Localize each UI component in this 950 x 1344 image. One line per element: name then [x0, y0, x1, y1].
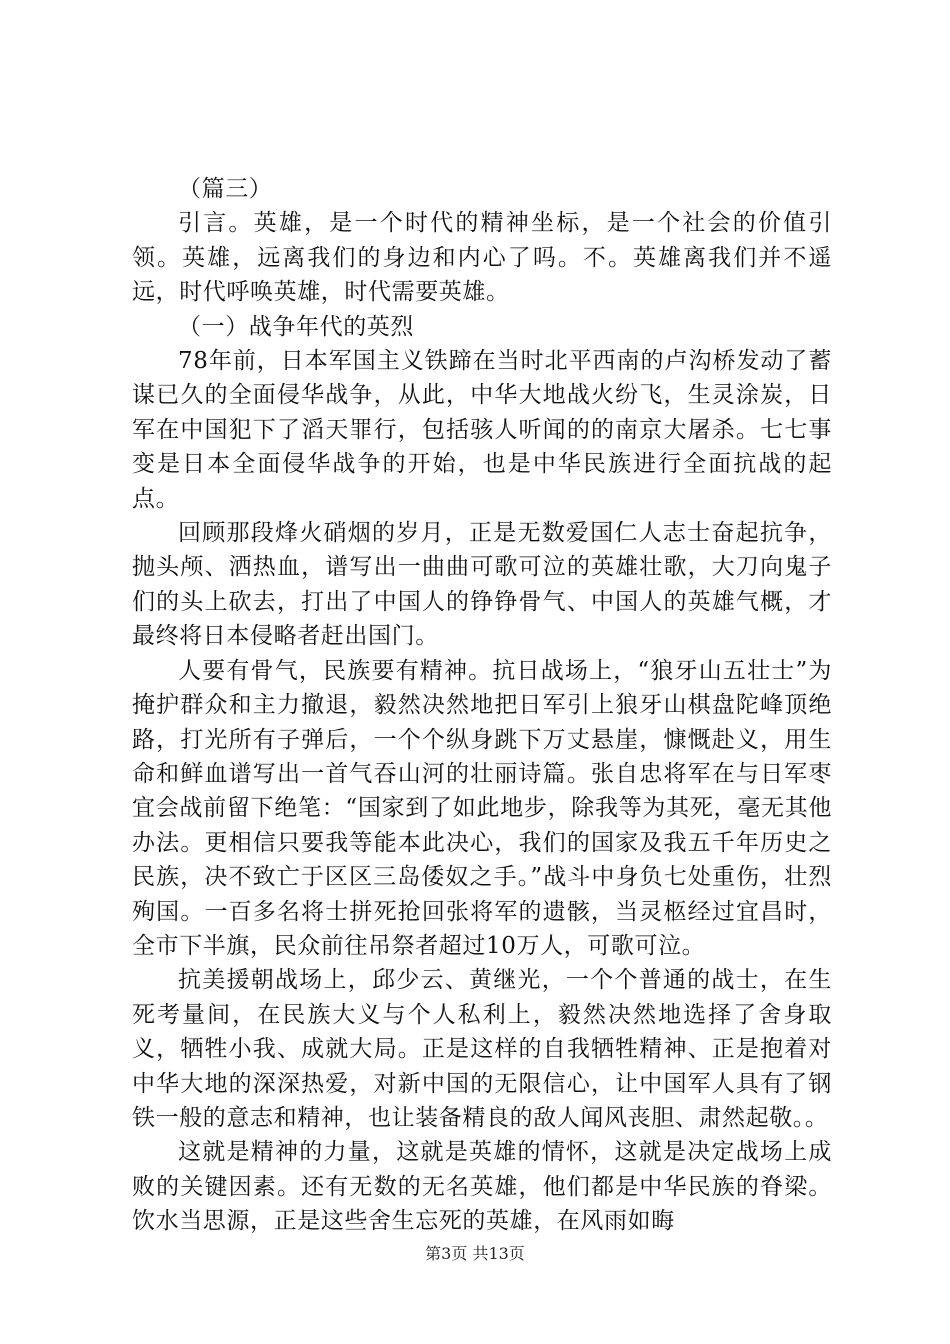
intro-paragraph: 引言。英雄，是一个时代的精神坐标，是一个社会的价值引领。英雄，远离我们的身边和内心了吗。不。英雄离我们并不遥远，时代呼唤英雄，时代需要英雄。 — [132, 210, 832, 306]
section-title: （篇三） — [178, 176, 273, 202]
document-body — [132, 172, 832, 1239]
body-paragraph: 这就是精神的力量，这就是英雄的情怀，这就是决定战场上成败的关键因素。还有无数的无名英雄，他们都是中华民族的脊梁。饮水当思源，正是这些舍生忘死的英雄，在风雨如晦 — [132, 1139, 832, 1235]
body-paragraph: 回顾那段烽火硝烟的岁月，正是无数爱国仁人志士奋起抗争，抛头颅、洒热血，谱写出一曲曲可歌可泣的英雄壮歌，大刀向鬼子们的头上砍去，打出了中国人的铮铮骨气、中国人的英雄气概，才最终将日本侵略者赶出国门。 — [132, 520, 832, 650]
page-footer: 第3页 共13页 — [425, 1244, 525, 1263]
body-paragraph: 人要有骨气，民族要有精神。抗日战场上，“狼牙山五壮士”为掩护群众和主力撤退，毅然决然地把日军引上狼牙山棋盘陀峰顶绝路，打光所有子弹后，一个个纵身跳下万丈悬崖，慷慨赴义，用生命和鲜血谱写出一首气吞山河的壮丽诗篇。张自忠将军在与日军枣宜会战前留下绝笔：“国家到了如此地步，除我等为其死，毫无其他办法。更相信只要我等能本此决心，我们的国家及我五千年历史之民族，决不致亡于区区三岛倭奴之手。”战斗中身负七处重伤，壮烈殉国。一百多名将士拼死抢回张将军的遗骸，当灵柩经过宜昌时，全市下半旗，民众前往吊祭者超过10万人，可歌可泣。 — [132, 657, 832, 959]
subsection-heading: （一）战争年代的英烈 — [178, 313, 414, 340]
body-paragraph: 抗美援朝战场上，邱少云、黄继光，一个个普通的战士，在生死考量间，在民族大义与个人私利上，毅然决然地选择了舍身取义，牺牲小我、成就大局。正是这样的自我牺牲精神、正是抱着对中华大地的深深热爱，对新中国的无限信心，让中国军人具有了钢铁一般的意志和精神，也让装备精良的敌人闻风丧胆、肃然起敬。。 — [132, 967, 832, 1131]
body-paragraph: 78年前，日本军国主义铁蹄在当时北平西南的卢沟桥发动了蓄谋已久的全面侵华战争，从此，中华大地战火纷飞，生灵涂炭，日军在中国犯下了滔天罪行，包括骇人听闻的的南京大屠杀。七七事变是日本全面侵华战争的开始，也是中华民族进行全面抗战的起点。 — [132, 348, 832, 512]
